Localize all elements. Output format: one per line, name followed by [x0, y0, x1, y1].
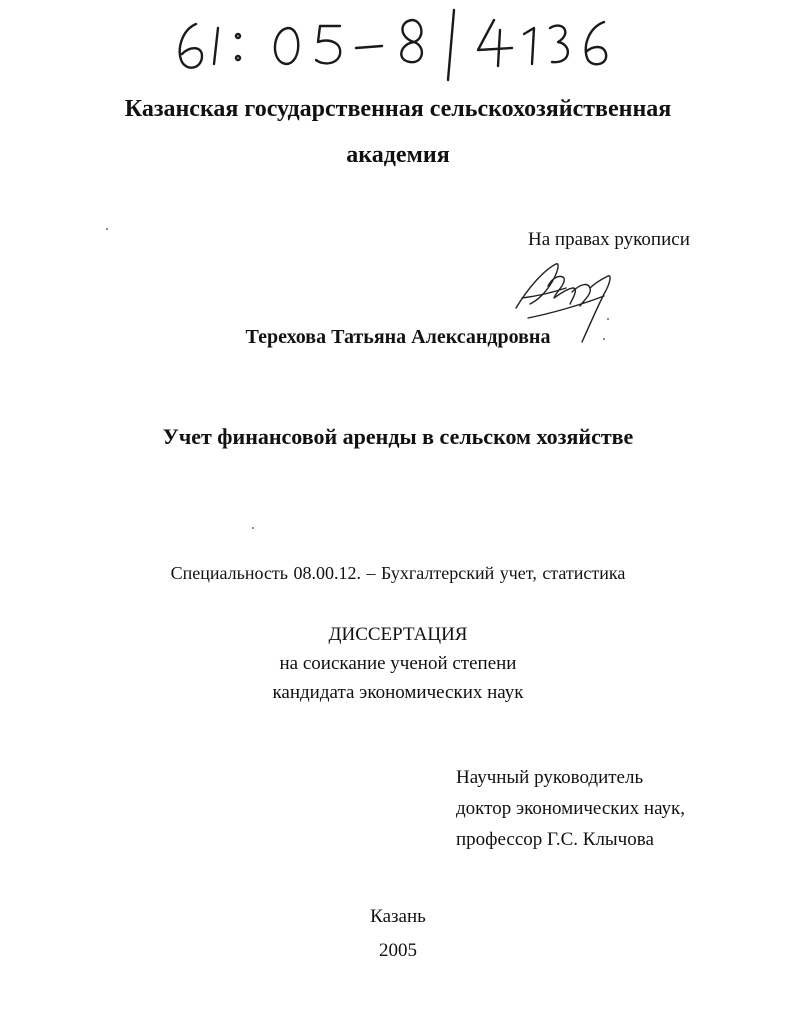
scan-speck — [106, 228, 108, 230]
dissertation-heading: ДИССЕРТАЦИЯ — [328, 624, 468, 645]
supervisor-degree: доктор экономических наук, — [456, 798, 686, 819]
scan-speck — [607, 318, 609, 320]
supervisor-label: Научный руководитель — [456, 767, 644, 788]
handwritten-number-drawing — [168, 6, 628, 84]
dissertation-title: Учет финансовой аренды в сельском хозяйстве — [162, 424, 634, 449]
degree-statement — [0, 620, 796, 707]
scan-speck — [603, 338, 605, 340]
institution-line-1: Казанская государственная сельскохозяйственная — [124, 96, 672, 122]
degree-line-2: кандидата экономических наук — [272, 682, 524, 703]
specialty-line: Специальность 08.00.12. – Бухгалтерский учет, статистика — [170, 563, 626, 583]
year: 2005 — [379, 940, 417, 961]
handwritten-archive-number — [168, 6, 628, 84]
institution-name — [0, 86, 796, 178]
supervisor-block — [456, 762, 685, 855]
city: Казань — [370, 906, 426, 927]
author-name: Терехова Татьяна Александровна — [245, 326, 551, 348]
place-and-year — [0, 900, 796, 968]
rights-note: На правах рукописи — [528, 229, 690, 250]
degree-line-1: на соискание ученой степени — [279, 653, 517, 674]
institution-line-2: академия — [346, 142, 450, 168]
supervisor-name: профессор Г.С. Клычова — [456, 829, 654, 850]
scan-speck — [252, 527, 254, 529]
